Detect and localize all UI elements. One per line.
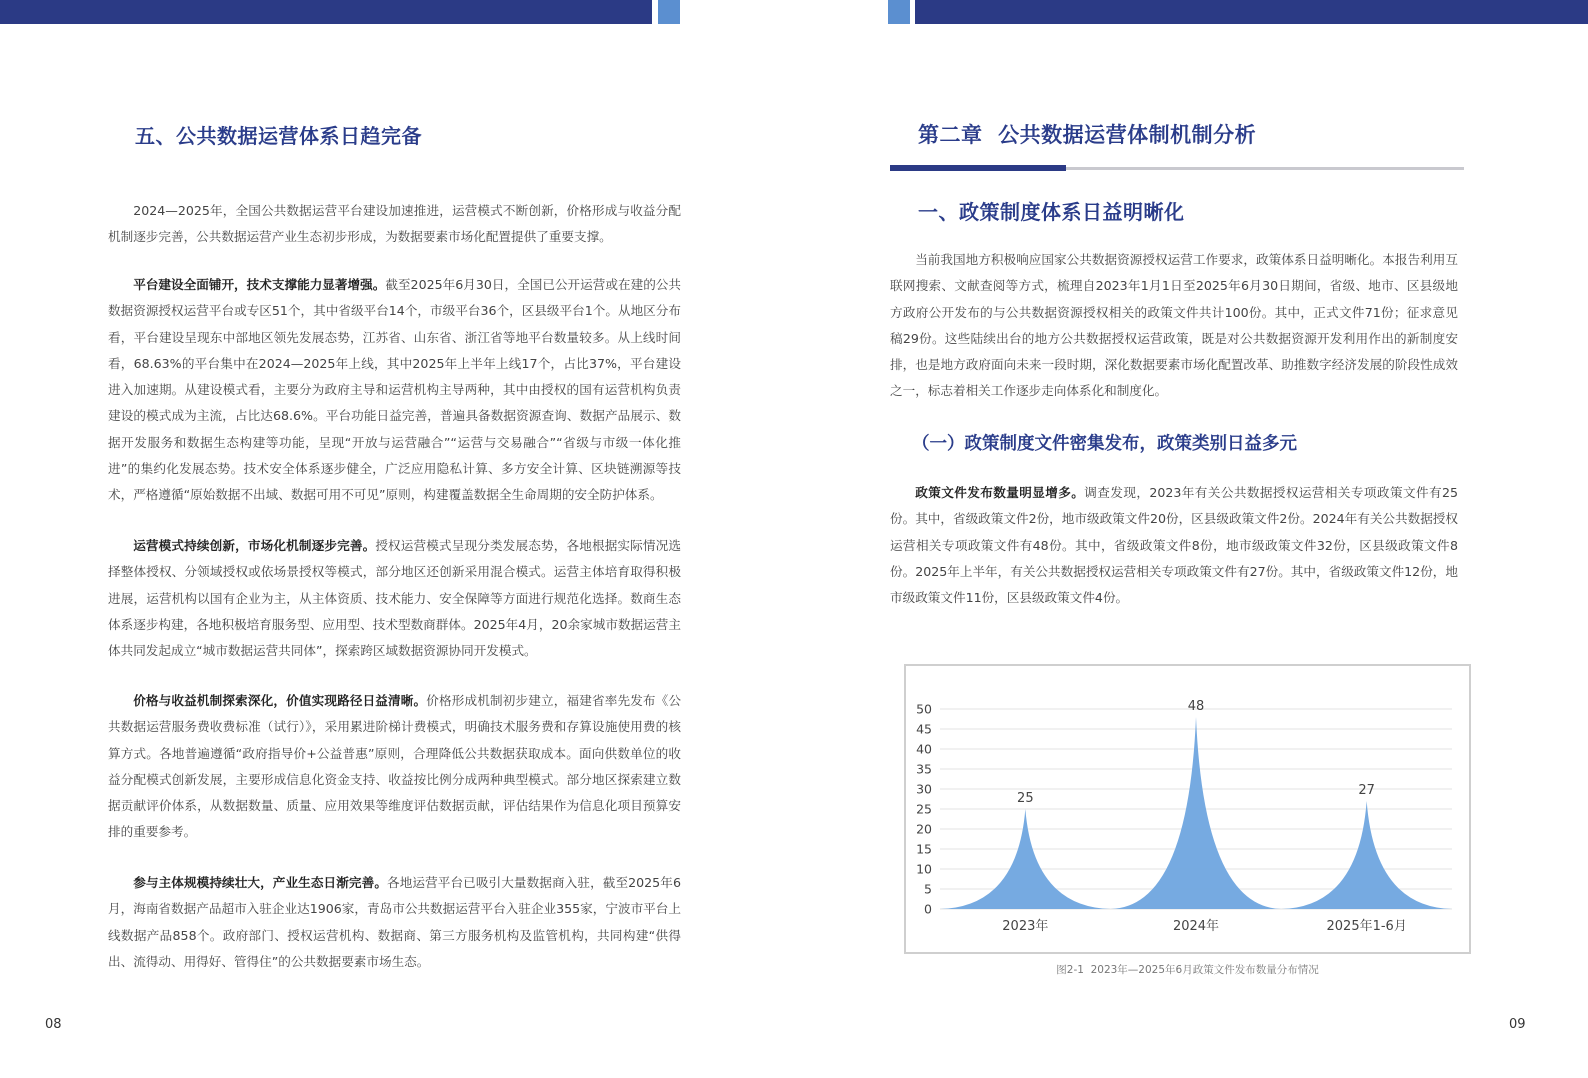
paragraph-3-lead: 价格与收益机制探索深化，价值实现路径日益清晰。 xyxy=(133,693,427,708)
left-paragraph-1 xyxy=(108,272,681,509)
x-tick-label-2: 2025年1-6月 xyxy=(1326,919,1407,934)
y-tick-label-20: 20 xyxy=(916,821,932,837)
left-header-accent xyxy=(658,0,680,24)
chart-frame xyxy=(904,664,1471,954)
data-label-1: 48 xyxy=(1187,699,1205,714)
subsection-title: （一）政策制度文件密集发布，政策类别日益多元 xyxy=(912,434,1297,454)
y-tick-label-10: 10 xyxy=(916,861,932,877)
left-paragraph-4 xyxy=(108,870,681,975)
data-label-0: 25 xyxy=(1017,791,1034,806)
y-tick-label-50: 50 xyxy=(916,701,932,717)
left-header-bar xyxy=(0,0,652,24)
x-tick-label-1: 2024年 xyxy=(1172,919,1220,934)
data-label-2: 27 xyxy=(1358,783,1375,798)
y-tick-label-15: 15 xyxy=(916,841,932,857)
figure-caption: 图2-1 2023年—2025年6月政策文件发布数量分布情况 xyxy=(1056,964,1319,976)
left-page-number: 08 xyxy=(45,1017,62,1032)
right-paragraph-body: 调查发现，2023年有关公共数据授权运营相关专项政策文件有25份。其中，省级政策文件2份，地市级政策文件20份，区县级政策文件2份。2024年有关公共数据授权运营相关专项政策文件有48份。其中，省级政策文件8份，地市级政策文件32份，区县级政策文件8份。2025年上半年，有关公共数据授权运营相关专项政策文件有27份。其中，省级政策文件12份，地市级政策文件11份，区县级政策文件4份。 xyxy=(890,485,1458,606)
area-peak-2 xyxy=(1281,801,1452,909)
left-paragraph-3 xyxy=(108,688,681,846)
left-intro-paragraph: 2024—2025年，全国公共数据运营平台建设加速推进，运营模式不断创新，价格形成与收益分配机制逐步完善，公共数据运营产业生态初步形成，为数据要素市场化配置提供了重要支撑。 xyxy=(108,203,681,245)
right-paragraph-lead: 政策文件发布数量明显增多。 xyxy=(915,485,1085,500)
chapter-rule-gray xyxy=(1066,167,1464,170)
paragraph-1-lead: 平台建设全面铺开，技术支撑能力显著增强。 xyxy=(133,277,386,292)
right-paragraph xyxy=(890,480,1458,611)
left-section-title: 五、公共数据运营体系日趋完备 xyxy=(135,124,422,148)
right-header-accent xyxy=(888,0,910,24)
paragraph-2-lead: 运营模式持续创新，市场化机制逐步完善。 xyxy=(133,538,376,553)
y-tick-label-25: 25 xyxy=(916,801,932,817)
right-section-title: 一、政策制度体系日益明晰化 xyxy=(918,200,1185,224)
area-peak-1 xyxy=(1111,717,1282,909)
paragraph-4-lead: 参与主体规模持续壮大，产业生态日渐完善。 xyxy=(133,875,388,890)
y-tick-label-30: 30 xyxy=(916,781,932,797)
y-tick-label-35: 35 xyxy=(916,761,932,777)
policy-count-chart xyxy=(906,666,1469,952)
y-tick-label-45: 45 xyxy=(916,721,932,737)
x-tick-label-0: 2023年 xyxy=(1002,919,1049,934)
y-tick-label-40: 40 xyxy=(916,741,932,757)
right-header-bar xyxy=(915,0,1588,24)
left-paragraph-2 xyxy=(108,533,681,664)
paragraph-4-body: 各地运营平台已吸引大量数据商入驻，截至2025年6月，海南省数据产品超市入驻企业达1906家，青岛市公共数据运营平台入驻企业355家，宁波市平台上线数据产品858个。政府部门、授权运营机构、数据商、第三方服务机构及监管机构，共同构建“供得出、流得动、用得好、管得住”的公共数据要素市场生态。 xyxy=(108,875,681,969)
chapter-rule-dark xyxy=(890,165,1066,171)
paragraph-1-body: 截至2025年6月30日，全国已公开运营或在建的公共数据资源授权运营平台或专区51个，其中省级平台14个，市级平台36个，区县级平台1个。从地区分布看，平台建设呈现东中部地区领先发展态势，江苏省、山东省、浙江省等地平台数量较多。从上线时间看，68.63%的平台集中在2024—2025年上线，其中2025年上半年上线17个，占比37%，平台建设进入加速期。从建设模式看，主要分为政府主导和运营机构主导两种，其中由授权的国有运营机构负责建设的模式成为主流，占比达68.6%。平台功能日益完善，普遍具备数据资源查询、数据产品展示、数据开发服务和数据生态构建等功能，呈现“开放与运营融合”“运营与交易融合”“省级与市级一体化推进”的集约化发展态势。技术安全体系逐步健全，广泛应用隐私计算、多方安全计算、区块链溯源等技术，严格遵循“原始数据不出域、数据可用不可见”原则，构建覆盖数据全生命周期的安全防护体系。 xyxy=(108,277,682,503)
area-peak-0 xyxy=(940,809,1111,909)
y-tick-label-0: 0 xyxy=(924,901,932,917)
right-intro-paragraph: 当前我国地方积极响应国家公共数据资源授权运营工作要求，政策体系日益明晰化。本报告利用互联网搜索、文献查阅等方式，梳理自2023年1月1日至2025年6月30日期间，省级、地市、区县级地方政府公开发布的与公共数据资源授权相关的政策文件共计100份。其中，正式文件71份；征求意见稿29份。这些陆续出台的地方公共数据授权运营政策，既是对公共数据资源开发利用作出的新制度安排，也是地方政府面向未来一段时期，深化数据要素市场化配置改革、助推数字经济发展的阶段性成效之一，标志着相关工作逐步走向体系化和制度化。 xyxy=(890,252,1458,399)
right-page-number: 09 xyxy=(1509,1017,1526,1032)
paragraph-3-body: 价格形成机制初步建立，福建省率先发布《公共数据运营服务费收费标准（试行）》，采用累进阶梯计费模式，明确技术服务费和存算设施使用费的核算方式。各地普遍遵循“政府指导价+公益普惠”原则，合理降低公共数据获取成本。面向供数单位的收益分配模式创新发展，主要形成信息化资金支持、收益按比例分成两种典型模式。部分地区探索建立数据贡献评价体系，从数据数量、质量、应用效果等维度评估数据贡献，评估结果作为信息化项目预算安排的重要参考。 xyxy=(108,693,682,840)
y-tick-label-5: 5 xyxy=(924,881,932,897)
paragraph-2-body: 授权运营模式呈现分类发展态势，各地根据实际情况选择整体授权、分领域授权或依场景授权等模式，部分地区还创新采用混合模式。运营主体培育取得积极进展，运营机构以国有企业为主，从主体资质、技术能力、安全保障等方面进行规范化选择。数商生态体系逐步构建，各地积极培育服务型、应用型、技术型数商群体。2025年4月，20余家城市数据运营主体共同发起成立“城市数据运营共同体”，探索跨区域数据资源协同开发模式。 xyxy=(108,538,682,659)
chapter-title: 第二章 公共数据运营体制机制分析 xyxy=(918,123,1257,147)
